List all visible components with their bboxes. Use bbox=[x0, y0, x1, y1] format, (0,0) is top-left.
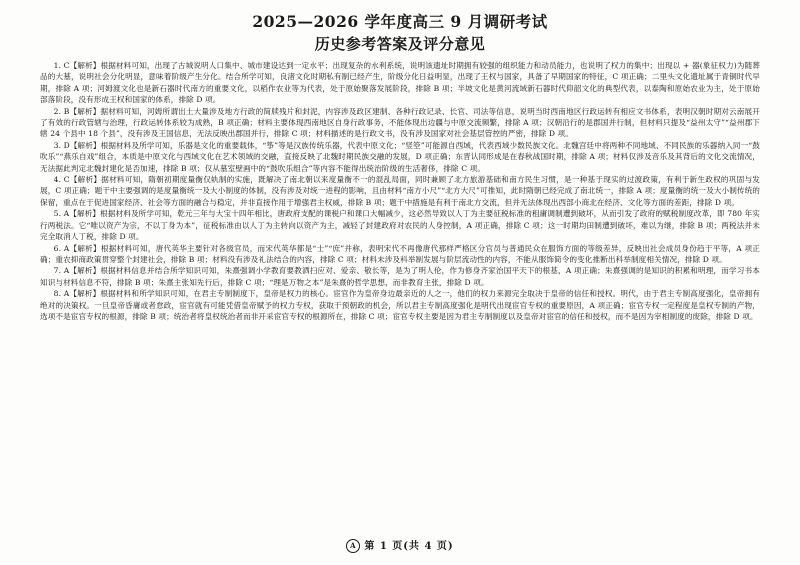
page-footer bbox=[0, 537, 800, 554]
answer-item-3: 3. D【解析】根据材料及所学可知，乐器是文化的重要载体，“筝”等是汉族传统乐器，代表中原文化；“竖箜”可能源自西域，代表西域少数民族文化。北魏宫廷中将两种不同地域、不同民族的乐器纳入同一“鼓吹乐”“燕乐自戏”组合，本质是中原文化与西域文化在艺术领域的交融，直接反映了北魏时期民族交融的发展，D 项正确；东晋认同形成是在春秋战国时期，排除 A 项；材料仅涉及音乐及其背后的文化交流情况，无法据此判定北魏封建化是否加速，排除 B 项；仅从墓室壁画中的“鼓吹乐组合”等内容不能得出统治阶级的生活奢侈，排除 C 项。 bbox=[40, 140, 760, 173]
answer-item-8: 8. A【解析】根据材料和所学知识可知，在君主专制制度下，皇帝是权力的核心。宦官作为皇帝身边最亲近的人之一，他们的权力来源完全取决于皇帝的信任和授权。明代，由于君主专制高度强化，皇帝拥有绝对的决策权。一旦皇帝昏庸或者怠政，宦官就有可能凭借皇帝赋予的权力专权，获取干预朝政的机会，所以君主专制高度强化是明代出现宦官专权的重要原因，A 项正确；宦官专权一定程度是皇权专制的产物，选项不是宦官专权的根源，排除 B 项；统治者将皇权统治者而非开采宦官专权的根源所在，排除 C 项；宦官专权主要是因为君主专制制度以及皇帝对宦官的信任和授权，而不是因为宰相制度的废除，排除 D 项。 bbox=[40, 289, 760, 321]
answer-item-6: 6. A【解析】根据材料可知，唐代英华主要针对各级官员，而宋代英华都是“士”“庶”并称，表明宋代不再像唐代那样严格区分官员与普通民众在服饰方面的等级差异，反映出社会成员身份趋于平等，A 项正确；重农抑商政策贯穿整个封建社会，排除 B 项；材料没有涉及礼法结合的内容，排除 C 项；材料未涉及科举制发展与阶层流动性的内容，不能从服饰简令的变化推断出科举制度相关情况，排除 D 项。 bbox=[40, 243, 760, 264]
page-number-label: 第 1 页(共 4 页) bbox=[364, 540, 454, 552]
circled-mark-icon: A bbox=[346, 539, 360, 553]
answer-item-2: 2. B【解析】据材料可知，河姆所谓出土大量涉及地方行政的简牍残片和封泥，内容涉及政区建制、各种行政记录、长官、司法等信息，说明当时西南地区行政运转有相应文书体系，表明汉朝时期对云南展开了有效的行政管辖与治理，行政运转体系较为成熟，B 项正确；材料主要体现西南地区自身行政事务，不能体现出边疆与中原交流频繁，排除 A 项；汉朝沿行的是郡国并行制，但材料只提及“益州太守”“益州郡下辖 24 个县中 18 个县”，没有涉及王国信息，无法反映出郡国并行，排除 C 项；材料描述的是行政文书，没有涉及国家对社会基层管控的严密，排除 D 项。 bbox=[40, 106, 760, 139]
answer-explanations bbox=[40, 60, 760, 322]
answer-item-5: 5. A【解析】根据材料及所学可知，乾元三年与大宝十四年相比，唐政府支配的课税户和课口大幅减少，这必然导致以人丁为主要征税标准的租庸调制遭到破坏，从而引发了政府的赋税制度改革，即 780 年实行两税法。它“唯以资产为宗，不以丁身为本”，征税标准由以人丁为主转向以资产为主，减轻了封建政府对农民的人身控制，A 项正确，排除 C 项；这一时期均田制遭到破坏，难以为继，排除 B 项；两税法并未完全取消人丁税，排除 D 项。 bbox=[40, 209, 760, 242]
exam-title: 2025—2026 学年度高三 9 月调研考试 bbox=[252, 12, 548, 31]
answer-item-1: 1. C【解析】根据材料可知，出现了古城说明人口集中、城市建设达到一定水平；出现复杂的水利系统，说明该遗址时期拥有较强的组织能力和动员能力，也说明了权力的集中；出现以 + 器(象征权力)为随葬品的大墓，说明社会分化明显，意味着阶级产生分化。结合所学可知，良渚文化时期私有制已经产生，阶级分化日益明显，出现了王权与国家，具备了早期国家的特征，C 项正确；二里头文化遗址属于青铜时代早期，排除 A 项；河姆渡文化也是新石器时代南方的重要文化，以稻作农业等为代表，处于原始聚落发展阶段，排除 B 项；半坡文化是黄河流域新石器时代仰韶文化的典型代表，以泰陶和原始农业为主，处于原始部落阶段，没有形成王权和国家的体系，排除 D 项。 bbox=[40, 61, 760, 105]
answer-item-7: 7. A【解析】根据材料信息并结合所学知识可知，朱熹强调小学教育要教洒扫应对、爱亲、敬长等，是为了明人伦，作为修身齐家治国平天下的根基，A 项正确；朱熹强调的是知识的积累和明理，而学习书本知识与材料信息不符，排除 B 项；朱熹主张知先行后，排除 C 项；“理是万物之本”是朱熹的哲学思想，而非教育主张，排除 D 项。 bbox=[40, 266, 760, 287]
answer-item-4: 4. C【解析】据材料可知，隋朝初期度量衡仅轨制的实施，既解决了南北朝以来度量衡不一的混乱局面，同时兼顾了北方旅游基础和南方民生习惯，是一种基于现实的过渡政策，有利于新生政权的巩固与发展，C 项正确；题干中主要强调的是度量衡统一及大小制度的体制，没有涉及对统一进程的影响，且由材料“南方小尺”“北方大尺”可推知，此时隋朝已经完成了南北统一，排除 A 项；度量衡的统一及大小制传统的保留，重点在于促进国家经济、社会等方面的融合与稳定，并非直接作用于增强君主权威，排除 B 项；题干中措施是有利于南北方交流，但并无法体现出西部小商北在经济、文化等方面的差距，排除 D 项。 bbox=[40, 175, 760, 207]
answer-key-subtitle: 历史参考答案及评分意见 bbox=[314, 35, 486, 53]
